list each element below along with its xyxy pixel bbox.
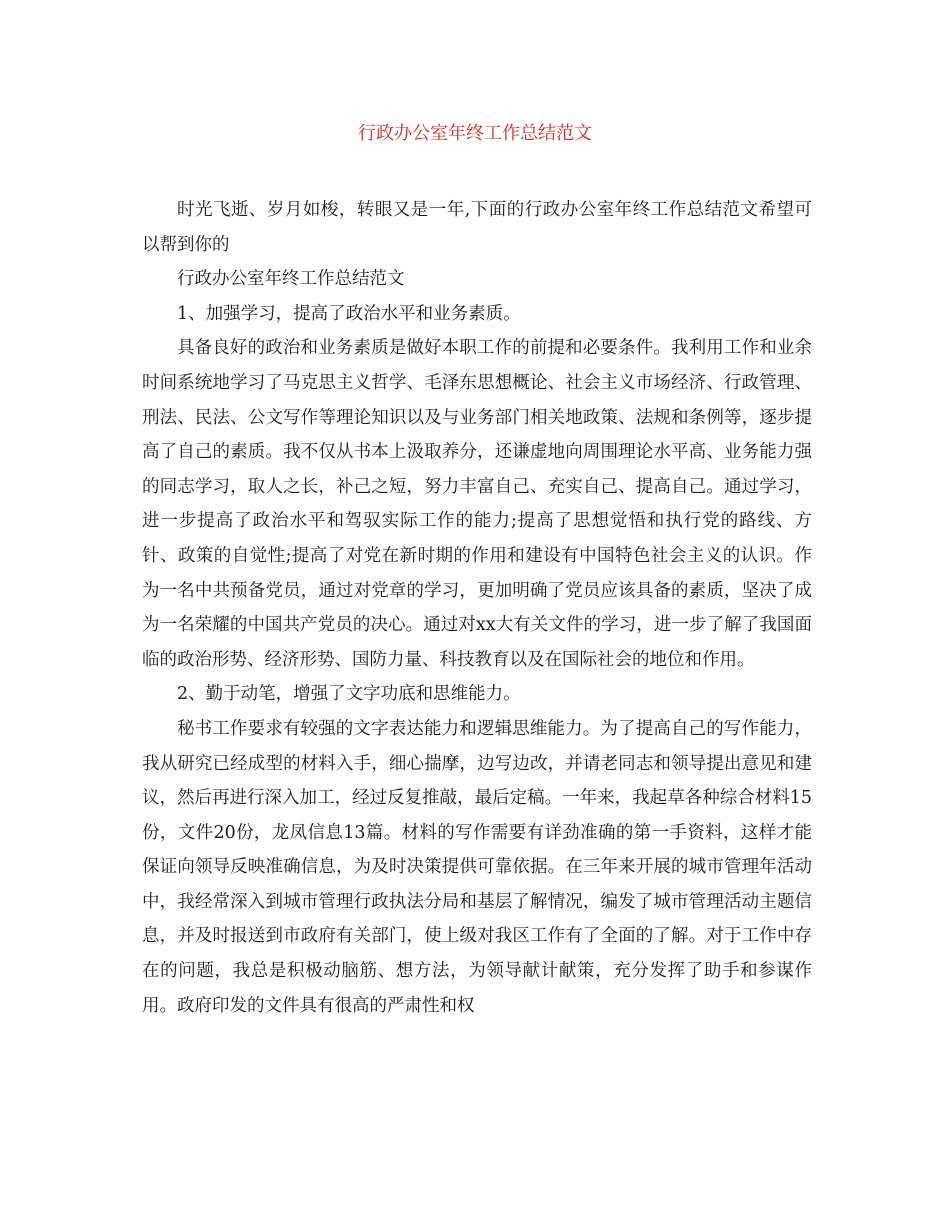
- document-body: [142, 193, 812, 1023]
- paragraph-intro: 时光飞逝、岁月如梭，转眼又是一年,下面的行政办公室年终工作总结范文希望可以帮到你的: [142, 200, 812, 255]
- section-heading-2: 2、勤于动笔，增强了文字功底和思维能力。: [177, 684, 521, 705]
- section-heading-1: 1、加强学习，提高了政治水平和业务素质。: [177, 303, 521, 324]
- paragraph-section-2: 秘书工作要求有较强的文字表达能力和逻辑思维能力。为了提高自己的写作能力，我从研究已经成型的材料入手，细心揣摩，边写边改，并请老同志和领导提出意见和建议，然后再进行深入加工，经过反复推敲，最后定稿。一年来，我起草各种综合材料15份，文件20份，龙凤信息13篇。材料的写作需要有详劲准确的第一手资料，这样才能保证向领导反映准确信息，为及时决策提供可靠依据。在三年来开展的城市管理年活动中，我经常深入到城市管理行政执法分局和基层了解情况，编发了城市管理活动主题信息，并及时报送到市政府有关部门，使上级对我区工作有了全面的了解。对于工作中存在的问题，我总是积极动脑筋、想方法，为领导献计献策，充分发挥了助手和参谋作用。政府印发的文件具有很高的严肃性和权: [142, 718, 812, 1016]
- paragraph-subtitle: 行政办公室年终工作总结范文: [177, 269, 405, 290]
- paragraph-section-1: 具备良好的政治和业务素质是做好本职工作的前提和必要条件。我利用工作和业余时间系统地学习了马克思主义哲学、毛泽东思想概论、社会主义市场经济、行政管理、刑法、民法、公文写作等理论知识以及与业务部门相关地政策、法规和条例等，逐步提高了自己的素质。我不仅从书本上汲取养分，还谦虚地向周围理论水平高、业务能力强的同志学习，取人之长，补己之短，努力丰富自己、充实自己、提高自己。通过学习，进一步提高了政治水平和驾驭实际工作的能力;提高了思想觉悟和执行党的路线、方针、政策的自觉性;提高了对党在新时期的作用和建设有中国特色社会主义的认识。作为一名中共预备党员，通过对党章的学习，更加明确了党员应该具备的素质，坚决了成为一名荣耀的中国共产党员的决心。通过对xx大有关文件的学习，进一步了解了我国面临的政治形势、经济形势、国防力量、科技教育以及在国际社会的地位和作用。: [142, 338, 812, 670]
- document-title: 行政办公室年终工作总结范文: [358, 123, 592, 144]
